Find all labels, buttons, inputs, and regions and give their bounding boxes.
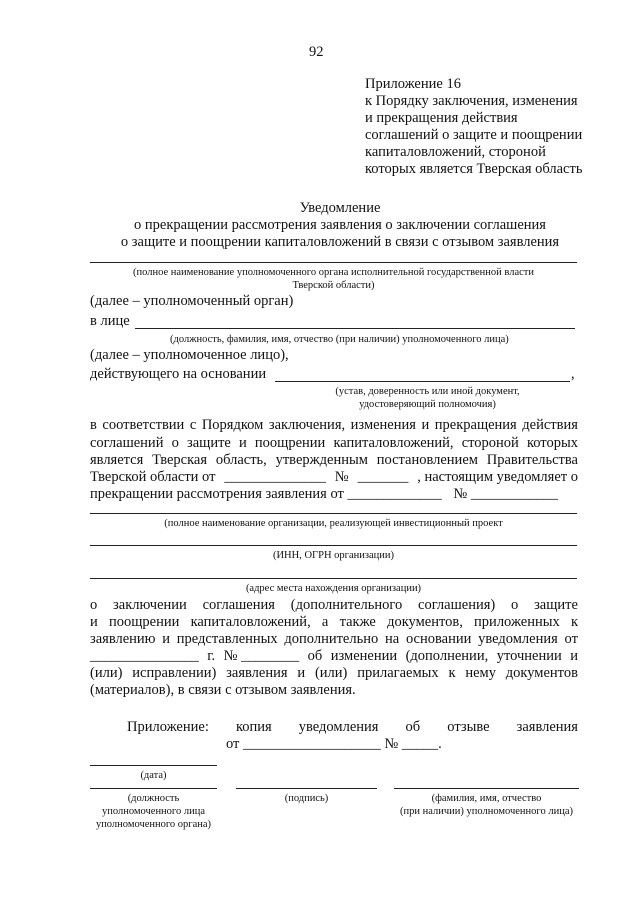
- word: и: [570, 648, 578, 664]
- word: Приложение:: [127, 719, 209, 735]
- word: нему: [465, 665, 496, 681]
- basis-prefix: действующего на основании: [90, 366, 267, 382]
- word: приложенных: [474, 614, 560, 630]
- authority-hereinafter: (далее – уполномоченный орган): [90, 293, 294, 309]
- appendix-line: которых является Тверская область: [365, 161, 583, 177]
- application-number-field[interactable]: ____________: [470, 486, 558, 502]
- word: соглашения): [418, 597, 496, 613]
- word: о: [90, 597, 98, 613]
- authority-caption: (полное наименование уполномоченного органа исполнительной государственной власти Тверской области): [133, 267, 534, 291]
- word: соответствии: [102, 417, 185, 433]
- conclusion-line-6: (материалов), в связи с отзывом заявления.: [90, 682, 356, 698]
- word: заявления: [516, 719, 578, 735]
- date-line: [90, 765, 217, 766]
- word: Порядком: [201, 417, 264, 433]
- title-line: Уведомление: [299, 200, 381, 216]
- word: изменения: [350, 417, 416, 433]
- word: от: [564, 631, 578, 647]
- word: соглашений: [90, 435, 164, 451]
- word: прилагаемых: [357, 665, 439, 681]
- basis-line: [275, 381, 570, 382]
- attachment-line-1: [127, 719, 578, 736]
- word: дополнительно: [284, 631, 379, 647]
- basis-comma: ,: [571, 366, 575, 382]
- basis-caption: (устав, доверенность или иной документ, удостоверяющий полномочия): [335, 386, 520, 410]
- word: и: [239, 435, 247, 451]
- word: постановлением: [376, 452, 478, 468]
- word: _______________: [90, 648, 199, 664]
- person-caption: (должность, фамилия, имя, отчество (при наличии) уполномоченного лица): [170, 334, 509, 345]
- word: (или): [314, 665, 348, 681]
- word: поощрении: [108, 614, 180, 630]
- word: прекращения: [434, 417, 517, 433]
- word: заявления: [226, 665, 288, 681]
- word: и: [90, 614, 98, 630]
- body-line-2: [90, 435, 578, 452]
- word: заявлению: [90, 631, 156, 647]
- appendix-line: к Порядку заключения, изменения: [365, 93, 578, 109]
- word: о: [511, 597, 519, 613]
- word: и: [162, 631, 171, 647]
- word: на: [384, 631, 400, 647]
- word: уточнении: [496, 648, 562, 664]
- name-line: [394, 788, 579, 789]
- word: является: [90, 452, 144, 468]
- signature-caption: (подпись): [284, 793, 329, 804]
- org-inn-caption: (ИНН, ОГРН организации): [272, 550, 395, 561]
- signature-line: [236, 788, 377, 789]
- org-address-line: [90, 578, 577, 579]
- word: копия: [235, 719, 272, 735]
- word: (или): [90, 665, 123, 681]
- org-address-caption: (адрес места нахождения организации): [245, 583, 422, 594]
- word: изменении: [330, 648, 398, 664]
- word: представленных: [176, 631, 278, 647]
- word: поощрении: [254, 435, 326, 451]
- word: документов: [505, 665, 578, 681]
- word: к: [570, 614, 578, 630]
- word: № ________: [223, 648, 300, 664]
- date-field[interactable]: ______________: [224, 469, 326, 485]
- conclusion-line-5: [90, 665, 578, 682]
- person-line: [135, 328, 575, 329]
- org-name-line: [90, 513, 577, 514]
- body-line-3: [90, 452, 578, 469]
- body-line-1: [90, 417, 578, 434]
- org-inn-line: [90, 545, 577, 546]
- word: уведомления: [298, 719, 379, 735]
- word: (дополнительного: [290, 597, 403, 613]
- word: с: [189, 417, 197, 433]
- word: утвержденным: [275, 452, 368, 468]
- word: и: [421, 417, 430, 433]
- word: отзыве: [447, 719, 490, 735]
- person-prefix: в лице: [90, 313, 130, 329]
- word: об: [405, 719, 421, 735]
- word: г.: [207, 648, 216, 664]
- word: Тверская: [152, 452, 208, 468]
- appendix-line: Приложение 16: [365, 76, 461, 92]
- word: основании: [405, 631, 472, 647]
- person-hereinafter: (далее – уполномоченное лицо),: [90, 347, 289, 363]
- position-line: [90, 788, 217, 789]
- appendix-line: капиталовложений, стороной: [365, 144, 546, 160]
- body-line-5: прекращении рассмотрения заявления от _____________ № ____________: [90, 486, 558, 502]
- body-line-4: Тверской области от ______________ № _______ , настоящим уведомляет о: [90, 469, 578, 485]
- appendix-line: соглашений о защите и поощрении: [365, 127, 583, 143]
- position-caption: (должность уполномоченного лица уполномоченного органа): [95, 793, 212, 830]
- word: исправлении): [132, 665, 217, 681]
- word: капиталовложений,: [333, 435, 454, 451]
- word: в: [90, 417, 97, 433]
- word: к: [448, 665, 456, 681]
- application-date-field[interactable]: _____________: [347, 486, 442, 502]
- word: об: [307, 648, 323, 664]
- conclusion-line-2: [90, 614, 578, 631]
- appendix-block: [365, 76, 582, 178]
- word: действия: [522, 417, 578, 433]
- word: которых: [526, 435, 578, 451]
- word: о: [171, 435, 179, 451]
- date-caption: (дата): [140, 770, 167, 781]
- word: и: [297, 665, 306, 681]
- word: заключении: [113, 597, 187, 613]
- conclusion-line-4: [90, 648, 578, 665]
- word: Правительства: [486, 452, 578, 468]
- conclusion-line-1: [90, 597, 578, 614]
- word: соглашения: [202, 597, 275, 613]
- word: защите: [186, 435, 231, 451]
- name-caption: (фамилия, имя, отчество (при наличии) уполномоченного лица): [400, 793, 573, 817]
- number-field[interactable]: _______: [357, 469, 409, 485]
- word: уведомления: [478, 631, 558, 647]
- word: заключения,: [268, 417, 346, 433]
- word: область,: [215, 452, 267, 468]
- word: (дополнении,: [405, 648, 489, 664]
- authority-name-line: [90, 262, 577, 263]
- word: также: [339, 614, 376, 630]
- word: защите: [534, 597, 578, 613]
- page-number: 92: [309, 44, 324, 60]
- word: документов,: [387, 614, 463, 630]
- org-name-caption: (полное наименование организации, реализующей инвестиционный проект: [164, 518, 503, 529]
- title-line: о защите и поощрении капиталовложений в связи с отзывом заявления: [120, 234, 560, 250]
- word: а: [321, 614, 329, 630]
- title-line: о прекращении рассмотрения заявления о заключении соглашения: [134, 217, 546, 233]
- document-title: [0, 200, 640, 251]
- attachment-line-2: от ___________________ № _____.: [226, 736, 442, 752]
- conclusion-line-3: [90, 631, 578, 648]
- appendix-line: и прекращения действия: [365, 110, 518, 126]
- word: капиталовложений,: [190, 614, 311, 630]
- word: стороной: [461, 435, 519, 451]
